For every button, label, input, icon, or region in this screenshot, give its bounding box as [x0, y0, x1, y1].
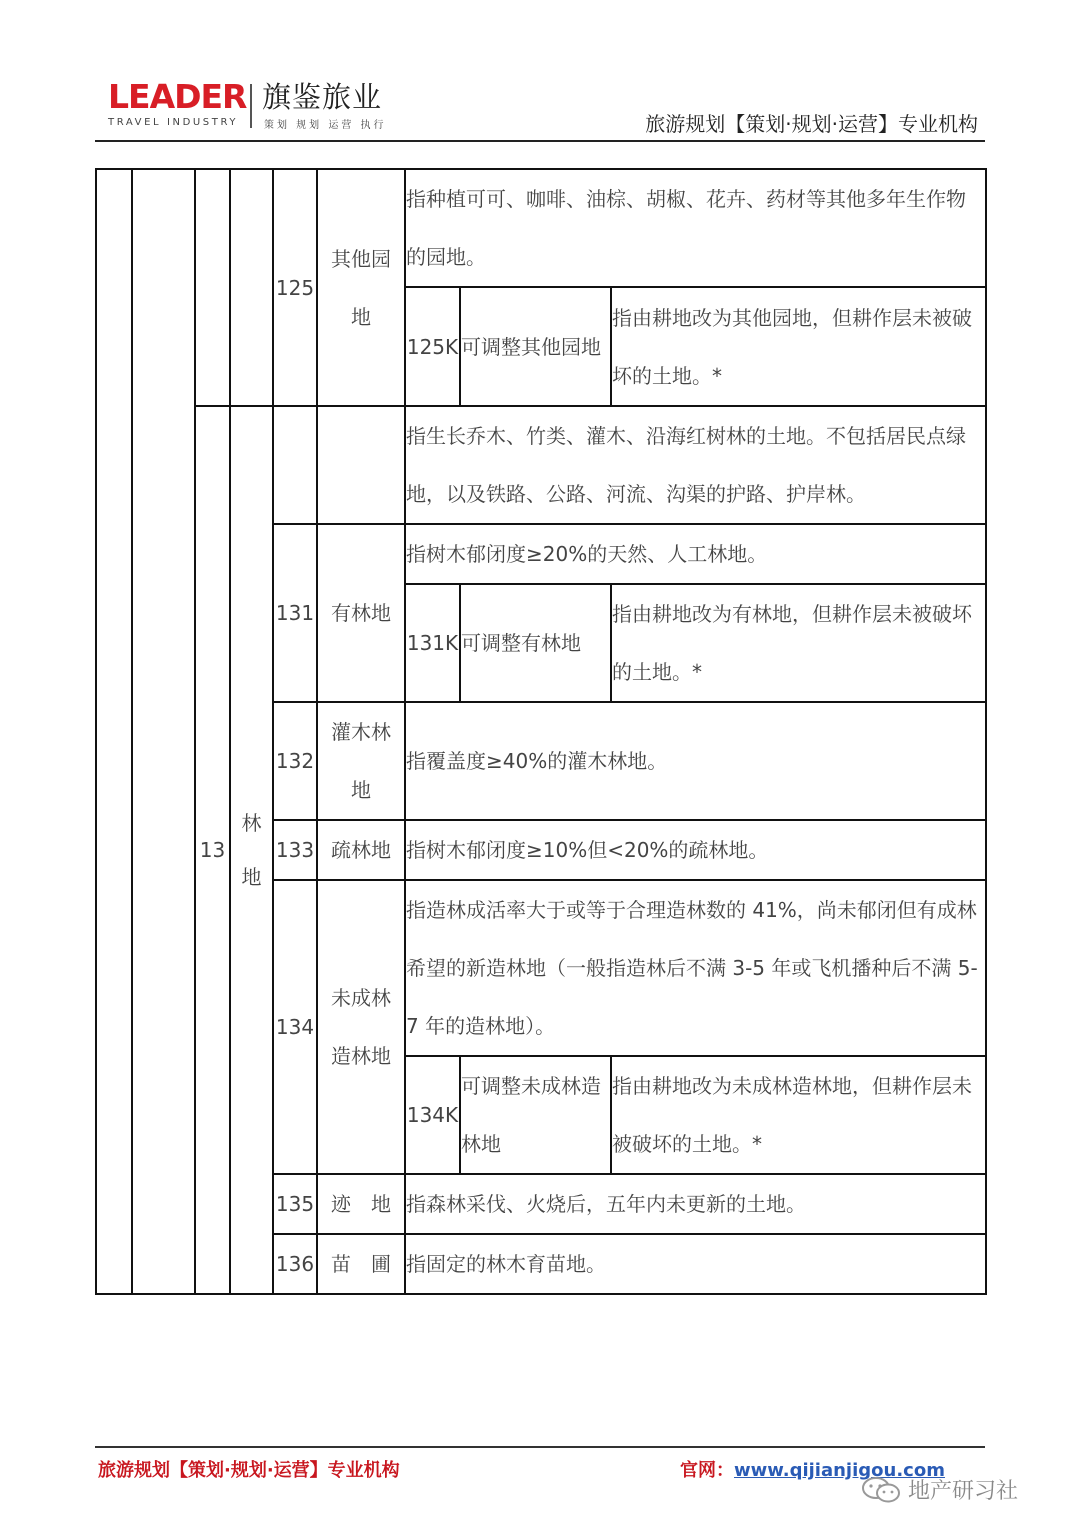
k-name-cell: 可调整未成林造林地 [460, 1056, 611, 1174]
blank-cell [195, 169, 230, 406]
code-cell: 134 [273, 880, 317, 1174]
table-row [96, 406, 986, 524]
desc-cell: 指固定的林木育苗地。 [405, 1234, 986, 1294]
header-divider [95, 140, 985, 142]
name-cell: 苗 圃 [317, 1234, 405, 1294]
group-name-text: 林地 [241, 811, 262, 889]
desc-cell: 指种植可可、咖啡、油棕、胡椒、花卉、药材等其他多年生作物的园地。 [405, 169, 986, 287]
blank-cell [230, 169, 273, 406]
desc-cell: 指森林采伐、火烧后，五年内未更新的土地。 [405, 1174, 986, 1234]
blank-cell [96, 169, 132, 1294]
logo-chinese-subtitle: 策划 规划 运营 执行 [264, 120, 387, 131]
table-row [96, 169, 986, 287]
blank-cell [273, 406, 317, 524]
desc-cell: 指树木郁闭度≥20%的天然、人工林地。 [405, 524, 986, 584]
name-cell: 迹 地 [317, 1174, 405, 1234]
k-desc-cell: 指由耕地改为有林地，但耕作层未被破坏的土地。* [611, 584, 986, 702]
logo-wordmark: LEADER [108, 77, 247, 116]
logo [108, 77, 247, 128]
footer-divider [95, 1446, 985, 1448]
k-desc-cell: 指由耕地改为未成林造林地，但耕作层未被破坏的土地。* [611, 1056, 986, 1174]
group-code-cell: 13 [195, 406, 230, 1294]
logo-chinese-name: 旗鉴旅业 [262, 80, 383, 114]
website-label: 官网： [680, 1460, 734, 1481]
header-tagline: 旅游规划【策划·规划·运营】专业机构 [645, 112, 978, 136]
code-cell: 135 [273, 1174, 317, 1234]
blank-cell [132, 169, 195, 1294]
blank-cell [317, 406, 405, 524]
code-cell: 132 [273, 702, 317, 820]
website-link[interactable]: www.qijianjigou.com [734, 1460, 945, 1481]
footer-tagline: 旅游规划【策划·规划·运营】专业机构 [98, 1460, 400, 1481]
watermark [860, 1474, 1018, 1505]
name-cell [317, 702, 405, 820]
k-code-cell: 134K [405, 1056, 460, 1174]
desc-cell: 指生长乔木、竹类、灌木、沿海红树林的土地。不包括居民点绿地，以及铁路、公路、河流、沟渠的护路、护岸林。 [405, 406, 986, 524]
code-cell: 125 [273, 169, 317, 406]
desc-cell: 指造林成活率大于或等于合理造林数的 41%，尚未郁闭但有成林希望的新造林地（一般指造林后不满 3-5 年或飞机播种后不满 5-7 年的造林地）。 [405, 880, 986, 1056]
logo-divider [250, 84, 252, 128]
name-text: 未成林造林地 [331, 986, 391, 1068]
wechat-icon [860, 1476, 902, 1504]
code-cell: 136 [273, 1234, 317, 1294]
desc-cell: 指树木郁闭度≥10%但<20%的疏林地。 [405, 820, 986, 880]
k-name-cell: 可调整有林地 [460, 584, 611, 702]
name-text: 其他园地 [331, 246, 391, 329]
name-text: 灌木林地 [331, 720, 391, 802]
name-cell: 有林地 [317, 524, 405, 702]
k-code-cell: 131K [405, 584, 460, 702]
land-classification-table [95, 168, 987, 1295]
k-name-cell: 可调整其他园地 [460, 287, 611, 406]
name-cell [317, 169, 405, 406]
k-desc-cell: 指由耕地改为其他园地，但耕作层未被破坏的土地。* [611, 287, 986, 406]
k-code-cell: 125K [405, 287, 460, 406]
watermark-text: 地产研习社 [908, 1479, 1019, 1504]
desc-cell: 指覆盖度≥40%的灌木林地。 [405, 702, 986, 820]
code-cell: 133 [273, 820, 317, 880]
name-cell [317, 880, 405, 1174]
group-name-cell [230, 406, 273, 1294]
name-cell: 疏林地 [317, 820, 405, 880]
code-cell: 131 [273, 524, 317, 702]
logo-subtitle: TRAVEL INDUSTRY [108, 117, 239, 128]
